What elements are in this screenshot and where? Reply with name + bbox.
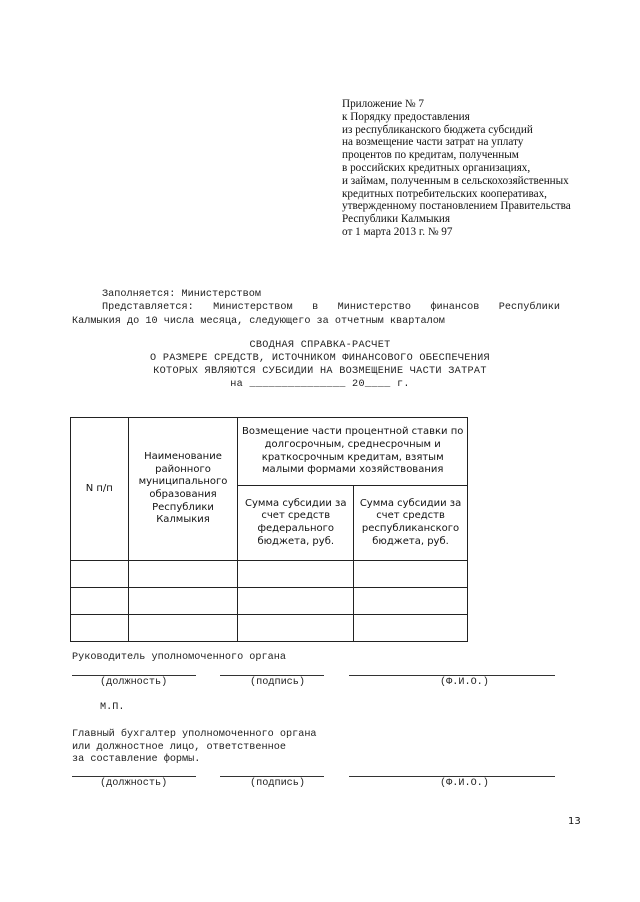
form-subtitle-2: КОТОРЫХ ЯВЛЯЮТСЯ СУБСИДИИ НА ВОЗМЕЩЕНИЕ ЧАСТИ ЗАТРАТ — [153, 366, 487, 377]
table-cell — [354, 615, 468, 642]
appendix-line: к Порядку предоставления — [342, 110, 470, 123]
table-cell — [128, 561, 238, 588]
submitted-word-4: Министерство — [337, 302, 411, 313]
submitted-word-5: финансов — [430, 302, 480, 313]
header-republican: Сумма субсидии за счет средств республиканского бюджета, руб. — [354, 486, 468, 561]
signature-line — [220, 776, 324, 777]
submitted-word-1: Представляется: — [102, 302, 194, 313]
submitted-word-6: Республики — [498, 302, 560, 313]
name-line — [349, 776, 555, 777]
name-caption: (Ф.И.О.) — [440, 677, 489, 688]
form-title: СВОДНАЯ СПРАВКА-РАСЧЕТ — [249, 340, 391, 351]
table-cell — [238, 615, 354, 642]
header-federal: Сумма субсидии за счет средств федерального бюджета, руб. — [238, 486, 354, 561]
accountant-label — [72, 729, 317, 767]
submitted-line-2: Калмыкия до 10 числа месяца, следующего за отчетным кварталом — [72, 316, 445, 327]
accountant-line: за составление формы. — [72, 754, 201, 765]
signature-caption: (подпись) — [250, 677, 306, 688]
appendix-block — [342, 98, 622, 239]
form-subtitle-1: О РАЗМЕРЕ СРЕДСТВ, ИСТОЧНИКОМ ФИНАНСОВОГО ОБЕСПЕЧЕНИЯ — [150, 353, 490, 364]
position-line — [72, 776, 196, 777]
page-number: 13 — [568, 816, 581, 827]
header-municipality: Наименование районного муниципального образования Республики Калмыкия — [128, 418, 238, 561]
subsidy-table — [70, 417, 468, 642]
table-cell — [71, 588, 129, 615]
table-cell — [128, 615, 238, 642]
appendix-line: Республики Калмыкия — [342, 213, 451, 226]
header-compensation: Возмещение части процентной ставки по долгосрочным, среднесрочным и краткосрочным кредитам, взятым малыми формами хозяйствования — [238, 418, 468, 486]
appendix-line: в российских кредитных организациях, — [342, 161, 531, 174]
table-cell — [71, 561, 129, 588]
table-cell — [238, 561, 354, 588]
submitted-word-3: в — [312, 302, 319, 313]
filled-by-note: Заполняется: Министерством — [102, 289, 261, 300]
appendix-line: процентов по кредитам, полученным — [342, 149, 519, 162]
appendix-line: Приложение № 7 — [342, 98, 424, 110]
table-cell — [238, 588, 354, 615]
appendix-line: из республиканского бюджета субсидий — [342, 123, 533, 136]
submitted-note — [72, 301, 560, 329]
appendix-line: кредитных потребительских кооперативах, — [342, 187, 547, 200]
date-line: на _______________ 20____ г. — [230, 379, 410, 390]
table-cell — [354, 588, 468, 615]
position-caption: (должность) — [100, 677, 168, 688]
table-cell — [71, 615, 129, 642]
position-caption: (должность) — [100, 778, 168, 789]
submitted-word-2: Министерством — [213, 302, 293, 313]
header-number: N п/п — [71, 418, 129, 561]
name-caption: (Ф.И.О.) — [440, 778, 489, 789]
head-signature-label: Руководитель уполномоченного органа — [72, 652, 286, 663]
position-line — [72, 675, 196, 676]
signature-line — [220, 675, 324, 676]
name-line — [349, 675, 555, 676]
appendix-line: и займам, полученным в сельскохозяйственных — [342, 174, 569, 187]
appendix-line: от 1 марта 2013 г. № 97 — [342, 225, 453, 238]
seal-place: М.П. — [100, 702, 125, 713]
table-cell — [354, 561, 468, 588]
signature-caption: (подпись) — [250, 778, 306, 789]
table-cell — [128, 588, 238, 615]
appendix-line: утвержденному постановлением Правительства — [342, 200, 571, 213]
appendix-line: на возмещение части затрат на уплату — [342, 136, 524, 149]
accountant-line: или должностное лицо, ответственное — [72, 741, 286, 753]
accountant-line: Главный бухгалтер уполномоченного органа — [72, 729, 317, 740]
